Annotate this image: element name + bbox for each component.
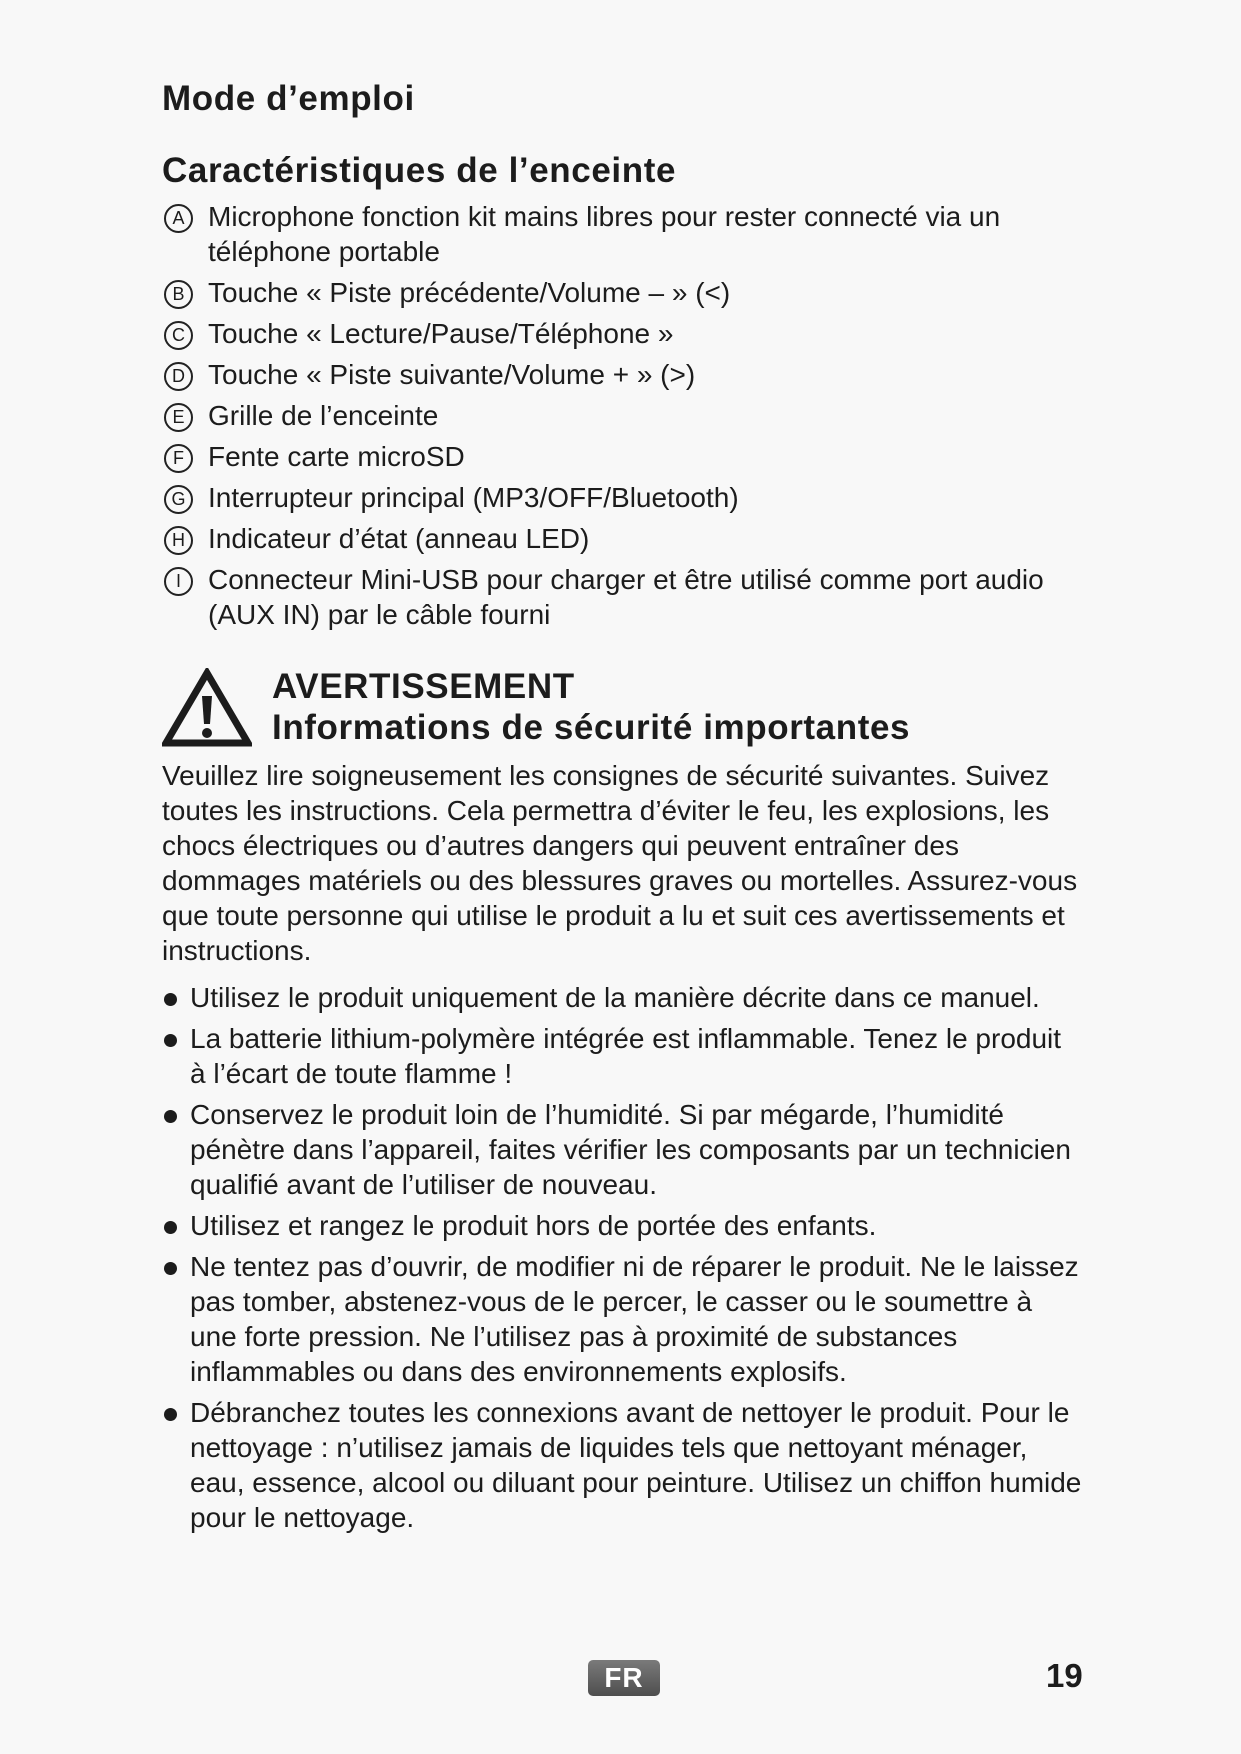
- safety-text: Utilisez et rangez le produit hors de portée des enfants.: [190, 1210, 877, 1241]
- safety-item: [162, 1395, 1082, 1535]
- feature-item: [162, 480, 1082, 515]
- letter-badge: F: [164, 444, 193, 473]
- letter-badge: B: [164, 280, 193, 309]
- feature-item: [162, 316, 1082, 351]
- safety-list: [162, 980, 1082, 1535]
- feature-text: Fente carte microSD: [208, 441, 465, 472]
- letter-badge: C: [164, 321, 193, 350]
- warning-intro: Veuillez lire soigneusement les consignes de sécurité suivantes. Suivez toutes les instructions. Cela permettra d’éviter le feu, les explosions, les chocs électriques ou d’autres dangers qui peuvent entraîner des dommages matériels ou des blessures graves ou mortelles. Assurez-vous que toute personne qui utilise le produit a lu et suit ces avertissements et instructions.: [162, 760, 1078, 966]
- page-content: [162, 74, 1082, 1541]
- feature-text: Microphone fonction kit mains libres pour rester connecté via un téléphone portable: [208, 201, 1001, 267]
- features-heading: Caractéristiques de l’enceinte: [162, 151, 677, 190]
- page-title: Mode d’emploi: [162, 79, 415, 118]
- bullet-icon: [164, 1221, 177, 1234]
- bullet-icon: [164, 1034, 177, 1047]
- features-list: [162, 199, 1082, 632]
- letter-badge: H: [164, 526, 193, 555]
- safety-item: [162, 980, 1082, 1015]
- feature-text: Touche « Piste suivante/Volume + » (>): [208, 359, 696, 390]
- language-badge: FR: [588, 1660, 660, 1696]
- feature-item: [162, 199, 1082, 269]
- safety-text: Ne tentez pas d’ouvrir, de modifier ni de réparer le produit. Ne le laissez pas tomber, abstenez-vous de le percer, le casser ou le soumettre à une forte pression. Ne l’utilisez pas à proximité de substances inflammables ou dans des environnements explosifs.: [190, 1251, 1079, 1387]
- safety-item: [162, 1208, 1082, 1243]
- bullet-icon: [164, 993, 177, 1006]
- warning-subtitle: Informations de sécurité importantes: [272, 708, 911, 747]
- safety-item: [162, 1249, 1082, 1389]
- warning-triangle-icon: [162, 668, 252, 748]
- safety-text: Utilisez le produit uniquement de la manière décrite dans ce manuel.: [190, 982, 1040, 1013]
- feature-item: [162, 562, 1082, 632]
- safety-item: [162, 1097, 1082, 1202]
- bullet-icon: [164, 1110, 177, 1123]
- feature-item: [162, 398, 1082, 433]
- safety-text: Conservez le produit loin de l’humidité. Si par mégarde, l’humidité pénètre dans l’appareil, faites vérifier les composants par un technicien qualifié avant de l’utiliser de nouveau.: [190, 1099, 1071, 1200]
- feature-text: Indicateur d’état (anneau LED): [208, 523, 590, 554]
- letter-badge: G: [164, 485, 193, 514]
- safety-text: La batterie lithium-polymère intégrée est inflammable. Tenez le produit à l’écart de toute flamme !: [190, 1023, 1062, 1089]
- warning-header: [162, 666, 1082, 756]
- feature-text: Interrupteur principal (MP3/OFF/Bluetooth): [208, 482, 739, 513]
- feature-text: Touche « Lecture/Pause/Téléphone »: [208, 318, 674, 349]
- page-number: 19: [1046, 1657, 1083, 1694]
- feature-item: [162, 275, 1082, 310]
- feature-item: [162, 439, 1082, 474]
- feature-text: Touche « Piste précédente/Volume – » (<): [208, 277, 731, 308]
- warning-title: AVERTISSEMENT: [272, 667, 575, 706]
- letter-badge: A: [164, 204, 193, 233]
- safety-text: Débranchez toutes les connexions avant de nettoyer le produit. Pour le nettoyage : n’utilisez jamais de liquides tels que nettoyant ménager, eau, essence, alcool ou diluant pour peinture. Utilisez un chiffon humide pour le nettoyage.: [190, 1397, 1082, 1533]
- bullet-icon: [164, 1262, 177, 1275]
- feature-text: Grille de l’enceinte: [208, 400, 439, 431]
- safety-item: [162, 1021, 1082, 1091]
- feature-item: [162, 521, 1082, 556]
- letter-badge: I: [164, 567, 193, 596]
- feature-item: [162, 357, 1082, 392]
- warning-titles: [272, 666, 910, 748]
- letter-badge: E: [164, 403, 193, 432]
- letter-badge: D: [164, 362, 193, 391]
- feature-text: Connecteur Mini-USB pour charger et être utilisé comme port audio (AUX IN) par le câble fourni: [208, 564, 1044, 630]
- bullet-icon: [164, 1408, 177, 1421]
